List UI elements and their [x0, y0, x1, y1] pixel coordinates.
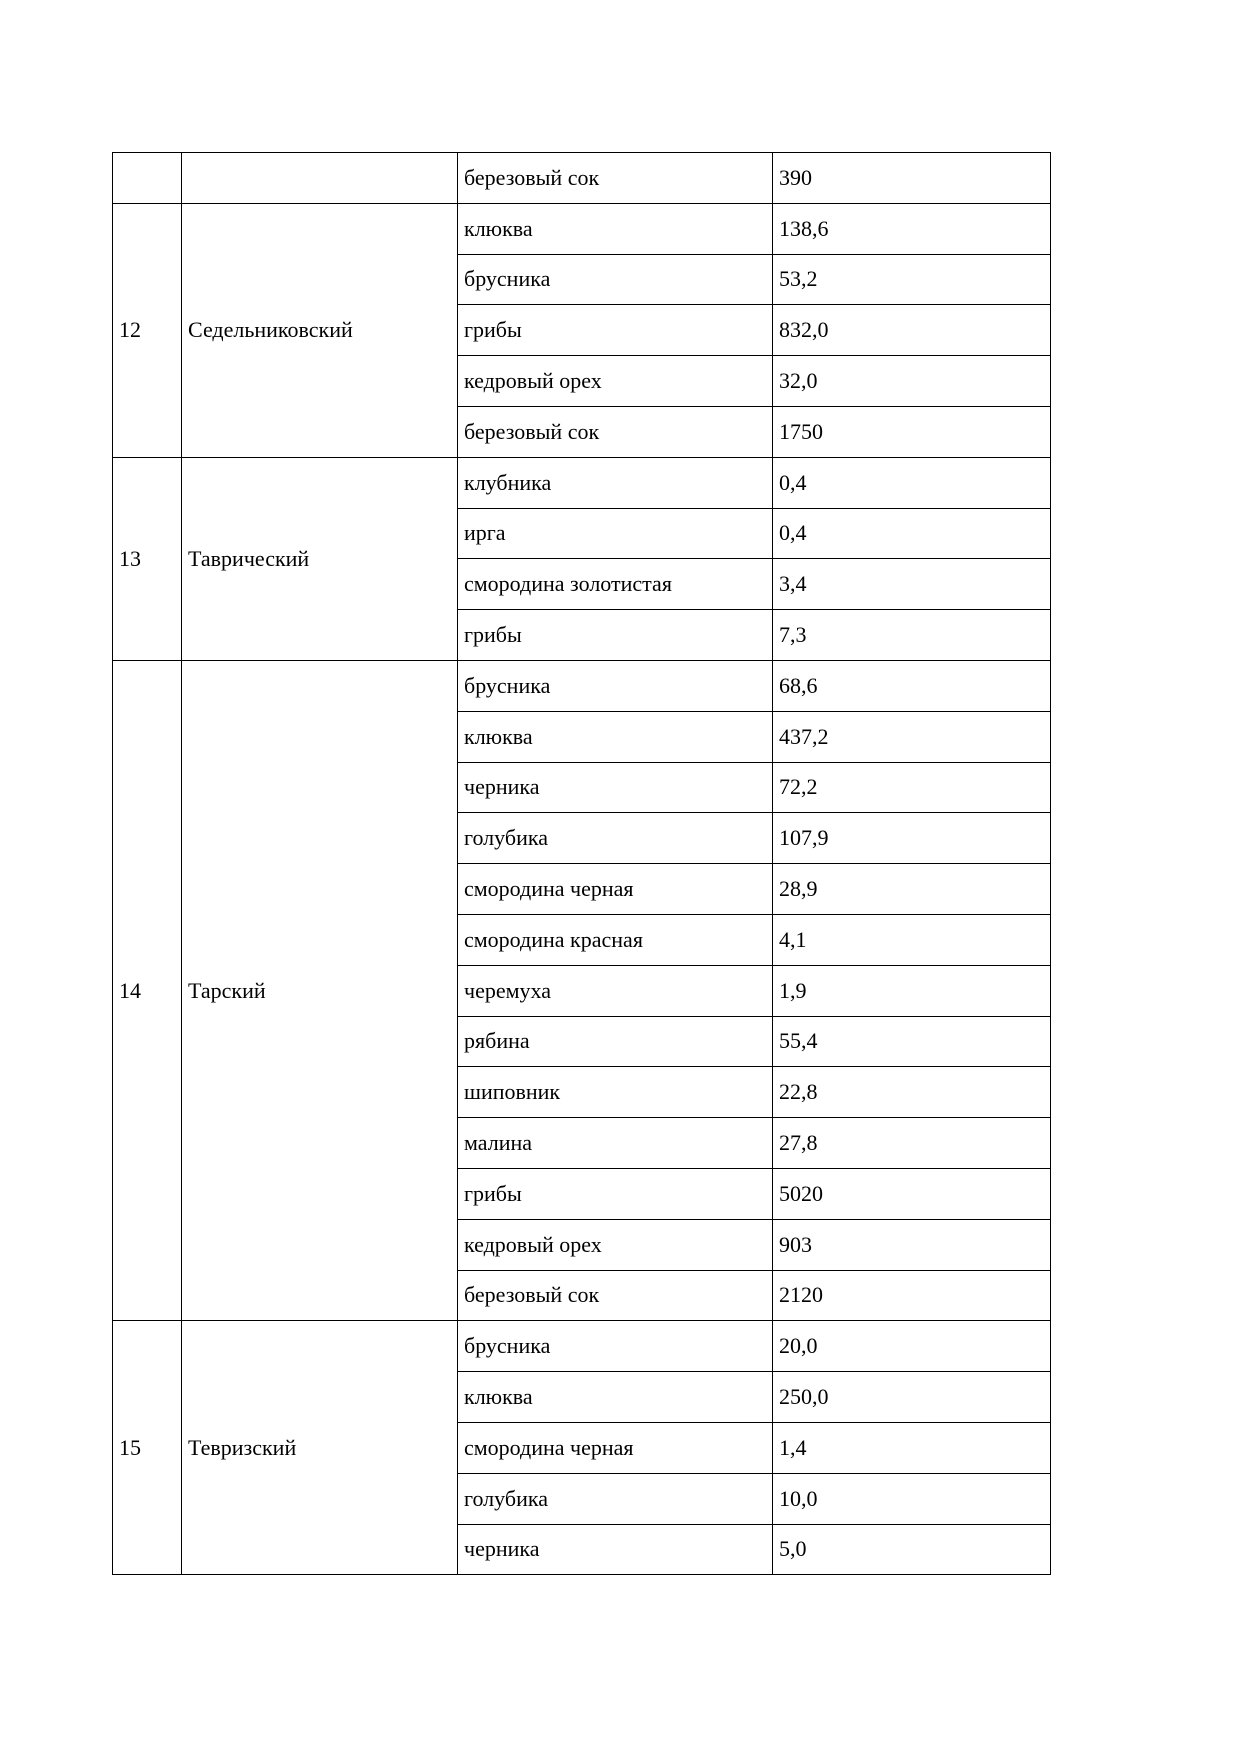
- resource-value: 27,8: [773, 1118, 1051, 1169]
- resource-name: голубика: [458, 813, 773, 864]
- resource-name: голубика: [458, 1473, 773, 1524]
- resources-table: [112, 152, 1051, 1575]
- resource-name: клюква: [458, 711, 773, 762]
- resource-value: 138,6: [773, 203, 1051, 254]
- row-number: [113, 153, 182, 204]
- resource-value: 5020: [773, 1168, 1051, 1219]
- resource-value: 250,0: [773, 1372, 1051, 1423]
- resource-value: 72,2: [773, 762, 1051, 813]
- row-number: 15: [113, 1321, 182, 1575]
- district-name: Тарский: [182, 660, 458, 1320]
- resource-value: 1750: [773, 406, 1051, 457]
- district-name: [182, 153, 458, 204]
- resource-name: шиповник: [458, 1067, 773, 1118]
- resource-value: 10,0: [773, 1473, 1051, 1524]
- resource-name: черника: [458, 762, 773, 813]
- resource-value: 0,4: [773, 508, 1051, 559]
- resource-name: грибы: [458, 610, 773, 661]
- resource-name: кедровый орех: [458, 356, 773, 407]
- resource-value: 22,8: [773, 1067, 1051, 1118]
- table-row: [113, 203, 1051, 254]
- resource-value: 3,4: [773, 559, 1051, 610]
- resource-value: 55,4: [773, 1016, 1051, 1067]
- resource-name: березовый сок: [458, 406, 773, 457]
- resource-value: 68,6: [773, 660, 1051, 711]
- resource-value: 4,1: [773, 914, 1051, 965]
- district-name: Таврический: [182, 457, 458, 660]
- resource-name: грибы: [458, 305, 773, 356]
- resource-value: 903: [773, 1219, 1051, 1270]
- resource-name: смородина черная: [458, 1422, 773, 1473]
- table-row: [113, 457, 1051, 508]
- row-number: 14: [113, 660, 182, 1320]
- resource-name: смородина черная: [458, 864, 773, 915]
- resource-name: грибы: [458, 1168, 773, 1219]
- resource-name: рябина: [458, 1016, 773, 1067]
- resource-name: брусника: [458, 660, 773, 711]
- resource-name: березовый сок: [458, 153, 773, 204]
- table-row: [113, 1321, 1051, 1372]
- row-number: 12: [113, 203, 182, 457]
- resource-name: черемуха: [458, 965, 773, 1016]
- resource-value: 1,4: [773, 1422, 1051, 1473]
- resource-value: 28,9: [773, 864, 1051, 915]
- resource-value: 32,0: [773, 356, 1051, 407]
- resource-name: клубника: [458, 457, 773, 508]
- resource-name: смородина красная: [458, 914, 773, 965]
- resource-value: 390: [773, 153, 1051, 204]
- resource-value: 2120: [773, 1270, 1051, 1321]
- resource-value: 7,3: [773, 610, 1051, 661]
- resource-value: 1,9: [773, 965, 1051, 1016]
- district-name: Седельниковский: [182, 203, 458, 457]
- resource-name: брусника: [458, 254, 773, 305]
- resource-name: брусника: [458, 1321, 773, 1372]
- resource-name: березовый сок: [458, 1270, 773, 1321]
- resource-value: 437,2: [773, 711, 1051, 762]
- resource-name: кедровый орех: [458, 1219, 773, 1270]
- resource-value: 832,0: [773, 305, 1051, 356]
- resource-value: 107,9: [773, 813, 1051, 864]
- district-name: Тевризский: [182, 1321, 458, 1575]
- row-number: 13: [113, 457, 182, 660]
- resource-name: малина: [458, 1118, 773, 1169]
- resource-value: 53,2: [773, 254, 1051, 305]
- resource-name: клюква: [458, 203, 773, 254]
- resource-value: 0,4: [773, 457, 1051, 508]
- resource-value: 5,0: [773, 1524, 1051, 1575]
- resource-value: 20,0: [773, 1321, 1051, 1372]
- resource-name: клюква: [458, 1372, 773, 1423]
- resource-name: черника: [458, 1524, 773, 1575]
- resource-name: ирга: [458, 508, 773, 559]
- table-row: [113, 153, 1051, 204]
- table-row: [113, 660, 1051, 711]
- resource-name: смородина золотистая: [458, 559, 773, 610]
